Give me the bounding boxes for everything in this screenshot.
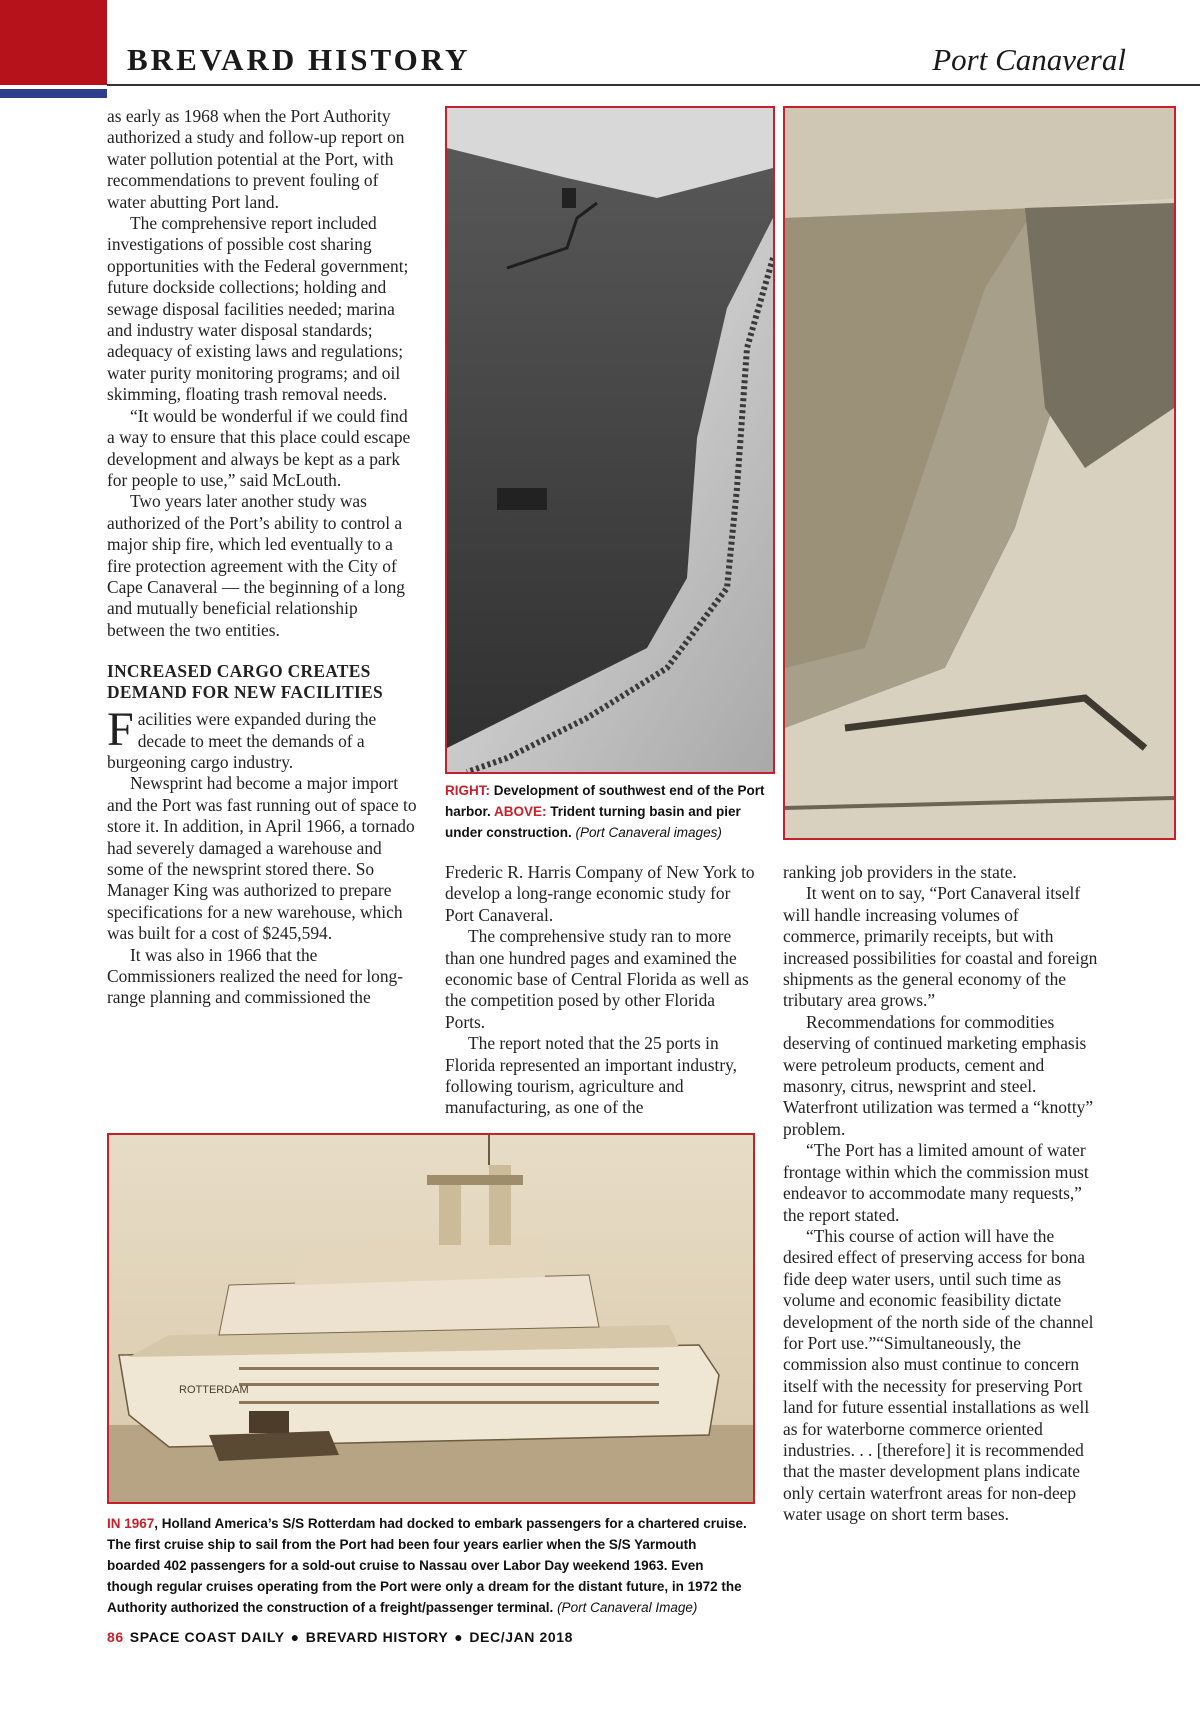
page-footer <box>107 1629 573 1645</box>
caption-text: Trident turning basin and pier under construction. <box>445 804 741 840</box>
paragraph: The comprehensive study ran to more than one hundred pages and examined the economic base of Central Florida as well as the competition posed by other Florida Ports. <box>445 926 749 1032</box>
caption-label-above: ABOVE: <box>494 804 547 819</box>
footer-section: BREVARD HISTORY <box>305 1629 449 1645</box>
article-column-1 <box>107 106 419 1009</box>
page-number: 86 <box>107 1629 124 1645</box>
turning-basin-aerial-image <box>785 108 1174 838</box>
photo-ss-rotterdam <box>107 1133 755 1504</box>
paragraph: as early as 1968 when the Port Authority authorized a study and follow-up report on water pollution potential at the Port, with recommendations to prevent fouling of water abutting Port land. <box>107 106 405 212</box>
header-red-block <box>0 0 107 85</box>
paragraph: “This course of action will have the desired effect of preserving access for bona fide deep water users, until such time as volume and economic feasibility dictate development of the north side of the channel for Port use.”“Simultaneously, the commission also must continue to concern itself with the necessity for preserving Port land for future essential installations as well as for waterborne commerce oriented industries. . . [therefore] it is recommended that the master development plans indicate only certain waterfront areas for non-deep water usage on short term bases. <box>783 1225 1094 1525</box>
ship-image <box>109 1135 753 1502</box>
paragraph: The comprehensive report included investigations of possible cost sharing opportunities with the Federal government; future dockside collections; holding and sewage disposal facilities needed; marina and industry water disposal standards; adequacy of existing laws and regulations; water purity monitoring programs; and oil skimming, floating trash removal needs. <box>107 213 409 405</box>
photo-turning-basin <box>783 106 1176 840</box>
paragraph: Newsprint had become a major import and the Port was fast running out of space to store it. In addition, in April 1966, a tornado had severely damaged a warehouse and some of the newsprint stored there. So Manager King was authorized to prepare specifications for a new warehouse, which was built for a cost of $245,594. <box>107 773 417 944</box>
paragraph: “It would be wonderful if we could find a way to ensure that this place could escape development and always be kept as a park for people to use,” said McLouth. <box>107 405 411 490</box>
caption-harbor <box>445 780 780 843</box>
caption-text: , Holland America’s S/S Rotterdam had docked to embark passengers for a chartered cruise. The first cruise ship to sail from the Port had been four years earlier when the S/S Yarmouth boarded 402 passengers for a sold-out cruise to Nassau over Labor Day weekend 1963. Even though regular cruises operating from the Port were only a dream for the distant future, in 1972 the Authority authorized the construction of a freight/passenger terminal. <box>107 1516 747 1615</box>
paragraph: The report noted that the 25 ports in Florida represented an important industry, following tourism, agriculture and manufacturing, as one of the <box>445 1033 738 1118</box>
paragraph: Frederic R. Harris Company of New York to develop a long-range economic study for Port Canaveral. <box>445 862 755 925</box>
ship-hull-name: ROTTERDAM <box>179 1384 249 1396</box>
caption-text: Development of southwest end of the Port harbor. <box>445 783 765 819</box>
paragraph: Recommendations for commodities deserving of continued marketing emphasis were petroleum products, cement and masonry, citrus, newsprint and steel. Waterfront utilization was termed a “knotty” problem. <box>783 1011 1094 1139</box>
harbor-aerial-image <box>447 108 773 772</box>
caption-label-year: IN 1967 <box>107 1516 155 1531</box>
header-blue-rule <box>0 89 107 98</box>
paragraph: It was also in 1966 that the Commissioners realized the need for long-range planning and commissioned the <box>107 944 404 1008</box>
bullet-icon: ● <box>290 1629 300 1645</box>
paragraph: It went on to say, “Port Canaveral itself will handle increasing volumes of commerce, primarily receipts, but with increased possibilities for coastal and foreign shipments as the general economy of the tributary area grows.” <box>783 883 1098 1011</box>
header-rule <box>107 84 1200 86</box>
section-subtitle: Port Canaveral <box>932 42 1126 77</box>
footer-magazine: SPACE COAST DAILY <box>129 1629 285 1645</box>
paragraph: Two years later another study was authorized of the Port’s ability to control a major ship fire, which led eventually to a fire protection agreement with the City of Cape Canaveral — the beginning of a long and mutually beneficial relationship between the two entities. <box>107 491 405 640</box>
footer-issue: DEC/JAN 2018 <box>469 1629 574 1645</box>
caption-credit: (Port Canaveral images) <box>575 825 722 840</box>
photo-harbor-development <box>445 106 775 774</box>
paragraph: Facilities were expanded during the decade to meet the demands of a burgeoning cargo industry. <box>107 703 377 772</box>
article-column-2 <box>445 862 757 1119</box>
subheading: INCREASED CARGO CREATES DEMAND FOR NEW FACILITIES <box>107 661 383 703</box>
caption-label-right: RIGHT: <box>445 783 490 798</box>
paragraph: “The Port has a limited amount of water frontage within which the commission must endeavor to accommodate many requests,” the report stated. <box>783 1140 1089 1225</box>
bullet-icon: ● <box>454 1629 464 1645</box>
caption-ship <box>107 1513 747 1618</box>
paragraph: ranking job providers in the state. <box>783 862 1017 882</box>
section-title: BREVARD HISTORY <box>127 42 471 77</box>
caption-credit: (Port Canaveral Image) <box>557 1600 698 1615</box>
article-column-3 <box>783 862 1099 1526</box>
